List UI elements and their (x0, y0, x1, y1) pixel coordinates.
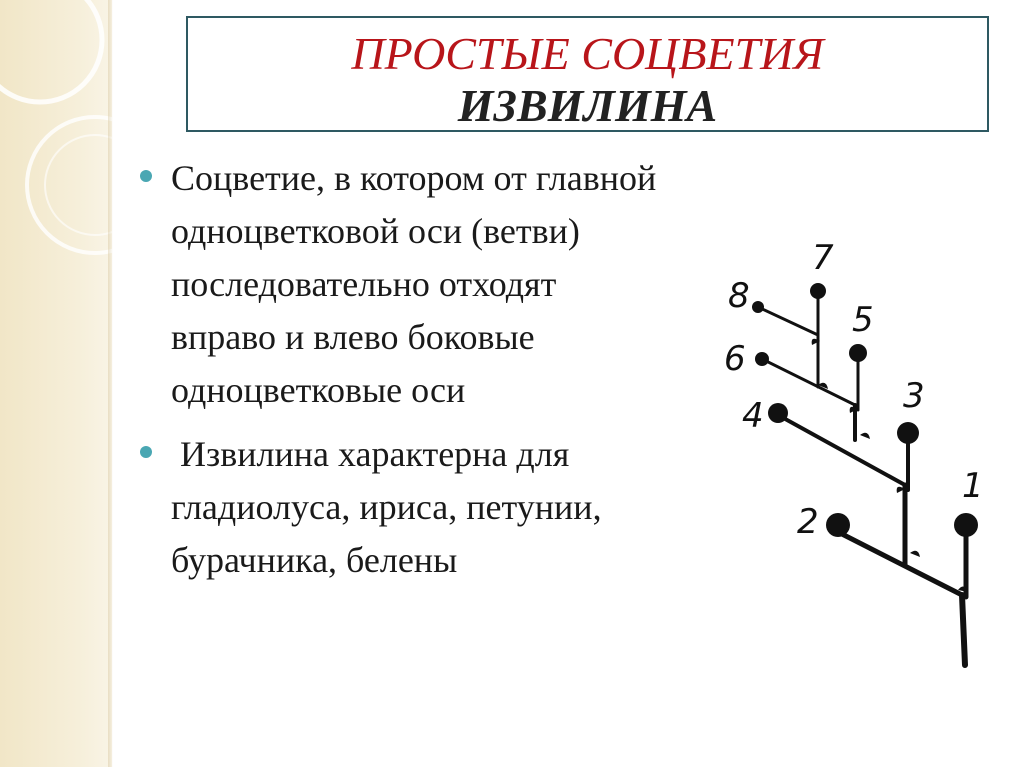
flower-1 (954, 513, 978, 537)
flower-7 (810, 283, 826, 299)
label-7: 7 (812, 238, 834, 278)
bullet-dot-icon (140, 446, 152, 458)
bullet-dot-icon (140, 170, 152, 182)
label-2: 2 (797, 502, 819, 542)
decorative-side-band (0, 0, 112, 767)
label-3: 3 (903, 376, 925, 416)
slide-subtitle: ИЗВИЛИНА (457, 80, 718, 131)
bullet-text-examples: Извилина характерна для гладиолуса, ириса, петунии, бурачника, белены (171, 434, 611, 580)
title-box (186, 16, 989, 132)
bullet-item-definition (140, 152, 660, 417)
inflorescence-diagram (700, 235, 1000, 675)
bract (910, 551, 920, 557)
label-4: 4 (742, 396, 764, 436)
flower-5 (849, 344, 867, 362)
axis-segment-1 (962, 595, 965, 665)
axis-segment-2 (840, 533, 962, 595)
bullet-list (140, 152, 660, 587)
label-8: 8 (728, 276, 750, 316)
flower-4 (768, 403, 788, 423)
bullet-text-definition: Соцветие, в котором от главной одноцветковой оси (ветви) последовательно отходят вправо и влево боковые одноцветковые оси (171, 158, 657, 410)
flower-3 (897, 422, 919, 444)
flower-8 (752, 301, 764, 313)
slide-title: ПРОСТЫЕ СОЦВЕТИЯ (351, 28, 824, 79)
label-6: 6 (724, 339, 746, 379)
flower-6 (755, 352, 769, 366)
decorative-rings (0, 0, 112, 767)
axis-segment-6 (762, 359, 855, 405)
label-5: 5 (852, 300, 874, 340)
axis-segment-4 (778, 415, 905, 485)
band-edge (108, 0, 113, 767)
flower-2 (826, 513, 850, 537)
axis-segment-8 (758, 307, 818, 335)
label-1: 1 (962, 466, 984, 506)
bract (860, 433, 870, 439)
bullet-item-examples (140, 428, 660, 587)
